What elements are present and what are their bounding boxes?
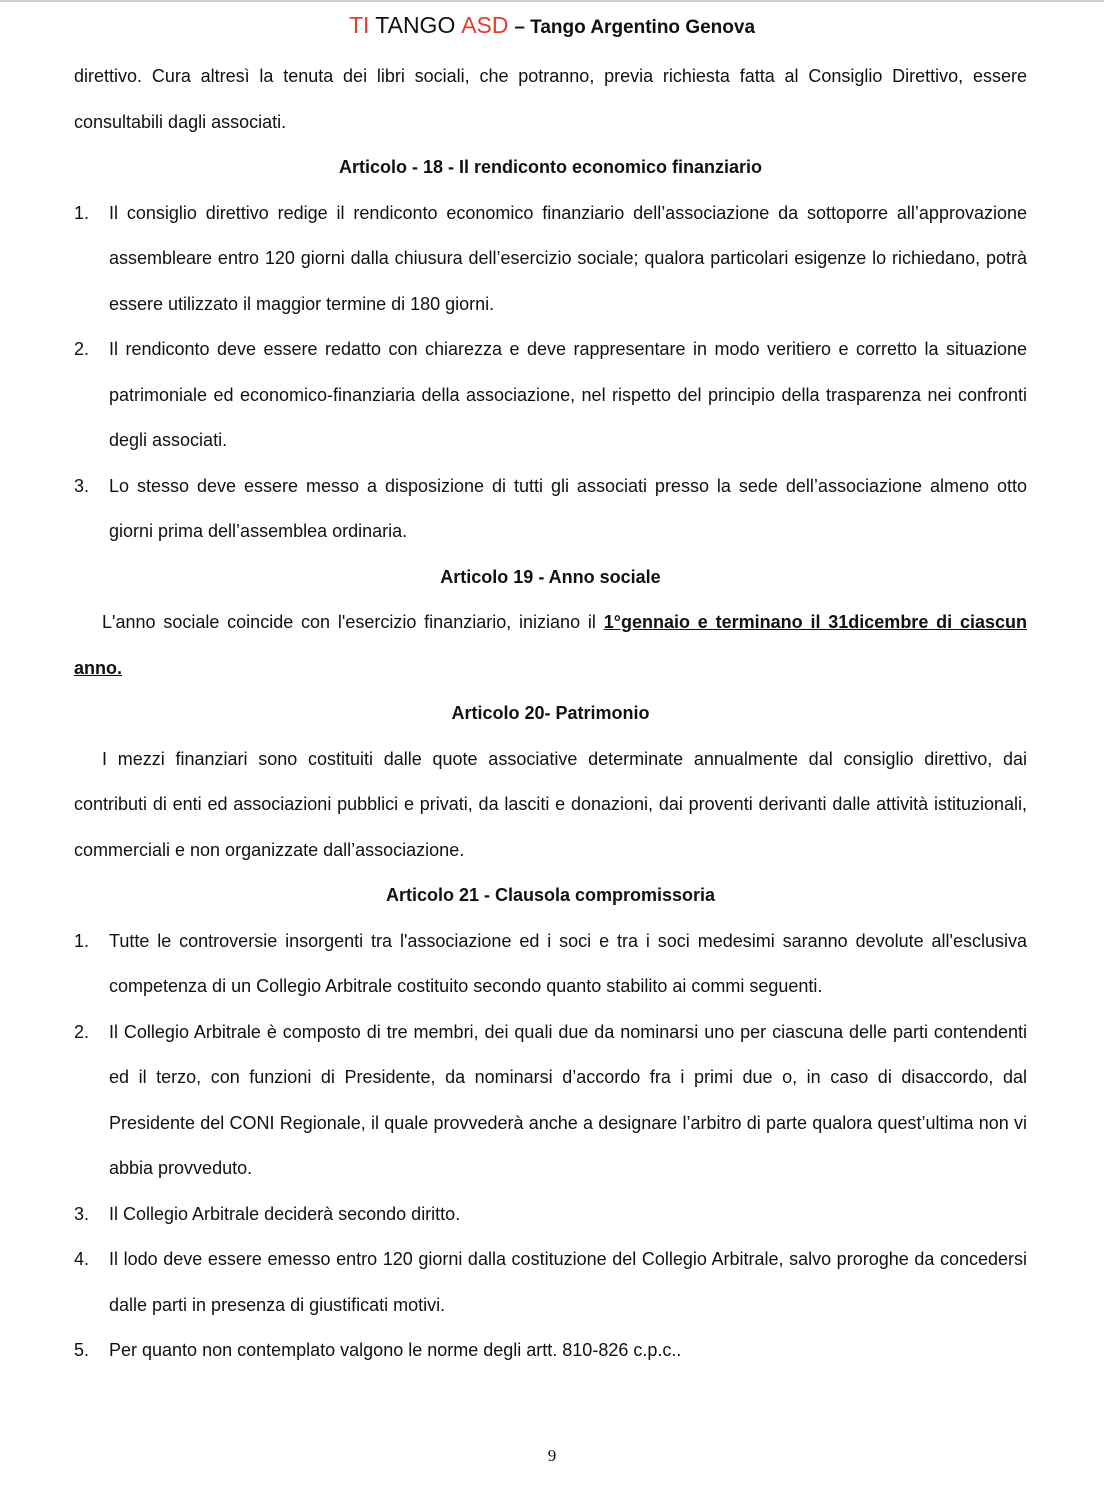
list-item-number: 1.: [74, 202, 90, 223]
page-header: [0, 10, 1104, 43]
header-ti: TI: [348, 12, 370, 38]
intro-paragraph: direttivo. Cura altresì la tenuta dei libri sociali, che potranno, previa richiesta fatta al Consiglio Direttivo, essere consultabili dagli associati.: [74, 66, 1027, 132]
list-item-number: 3.: [74, 1203, 90, 1224]
list-item: [74, 464, 1027, 555]
article-19-underlined-text: 1°gennaio e terminano il 31dicembre di ciascun anno.: [74, 612, 1028, 678]
document-body: [74, 54, 1027, 1374]
article-21-list: [74, 919, 1027, 1374]
list-item-number: 4.: [74, 1249, 90, 1269]
header-asd: ASD: [461, 12, 509, 38]
list-item: [74, 919, 1027, 1010]
header-subtitle: – Tango Argentino Genova: [514, 17, 756, 38]
list-item-text: Per quanto non contemplato valgono le norme degli artt. 810-826 c.p.c..: [109, 1340, 682, 1360]
list-item-text: Tutte le controversie insorgenti tra l'associazione ed i soci e tra i soci medesimi saranno devolute all'esclusiva competenza di un Collegio Arbitrale costituito secondo quanto stabilito ai commi seguenti.: [109, 930, 1027, 996]
list-item-number: 3.: [74, 475, 90, 496]
list-item-text: Il rendiconto deve essere redatto con chiarezza e deve rappresentare in modo veritiero e corretto la situazione patrimoniale ed economico-finanziaria della associazione, nel rispetto del principio della trasparenza nei confronti degli associati.: [109, 339, 1027, 450]
page-number: 9: [547, 1446, 557, 1465]
list-item: [74, 327, 1027, 464]
list-item-number: 5.: [74, 1340, 90, 1360]
list-item: [74, 1328, 1027, 1374]
page-top-border: [0, 0, 1104, 2]
list-item-text: Il Collegio Arbitrale è composto di tre membri, dei quali due da nominarsi uno per ciascuna delle parti contendenti ed il terzo, con funzioni di Presidente, da nominarsi d’accordo fra i primi due o, in caso di disaccordo, dal Presidente del CONI Regionale, il quale provvederà anche a designare l’arbitro di parte qualora quest’ultima non vi abbia provveduto.: [109, 1021, 1027, 1178]
list-item-text: Il Collegio Arbitrale deciderà secondo diritto.: [109, 1203, 461, 1224]
list-item-number: 2.: [74, 339, 90, 359]
list-item: [74, 1192, 1027, 1238]
article-21-heading: Articolo 21 - Clausola compromissoria: [385, 885, 716, 905]
article-18-heading: Articolo - 18 - Il rendiconto economico finanziario: [338, 157, 763, 177]
list-item-number: 2.: [74, 1021, 90, 1042]
list-item: [74, 1010, 1027, 1192]
list-item: [74, 191, 1027, 328]
article-19-paragraph: [74, 600, 1027, 691]
article-18-list: [74, 191, 1027, 555]
list-item: [74, 1237, 1027, 1328]
list-item-text: Il consiglio direttivo redige il rendiconto economico finanziario dell’associazione da sottoporre all’approvazione assembleare entro 120 giorni dalla chiusura dell’esercizio sociale; qualora particolari esigenze lo richiedano, potrà essere utilizzato il maggior termine di 180 giorni.: [109, 202, 1027, 314]
article-19-text: L'anno sociale coincide con l'esercizio finanziario, iniziano il: [102, 612, 604, 632]
list-item-number: 1.: [74, 930, 90, 951]
article-19-heading: Articolo 19 - Anno sociale: [440, 566, 661, 587]
article-20-heading: Articolo 20- Patrimonio: [451, 703, 650, 723]
list-item-text: Il lodo deve essere emesso entro 120 giorni dalla costituzione del Collegio Arbitrale, salvo proroghe da concedersi dalle parti in presenza di giustificati motivi.: [109, 1249, 1027, 1315]
article-20-paragraph: I mezzi finanziari sono costituiti dalle quote associative determinate annualmente dal consiglio direttivo, dai contributi di enti ed associazioni pubblici e privati, da lasciti e donazioni, dai proventi derivanti dalle attività istituzionali, commerciali e non organizzate dall’associazione.: [74, 748, 1027, 860]
list-item-text: Lo stesso deve essere messo a disposizione di tutti gli associati presso la sede dell’associazione almeno otto giorni prima dell’assemblea ordinaria.: [109, 475, 1027, 541]
header-tango: TANGO: [375, 12, 456, 38]
